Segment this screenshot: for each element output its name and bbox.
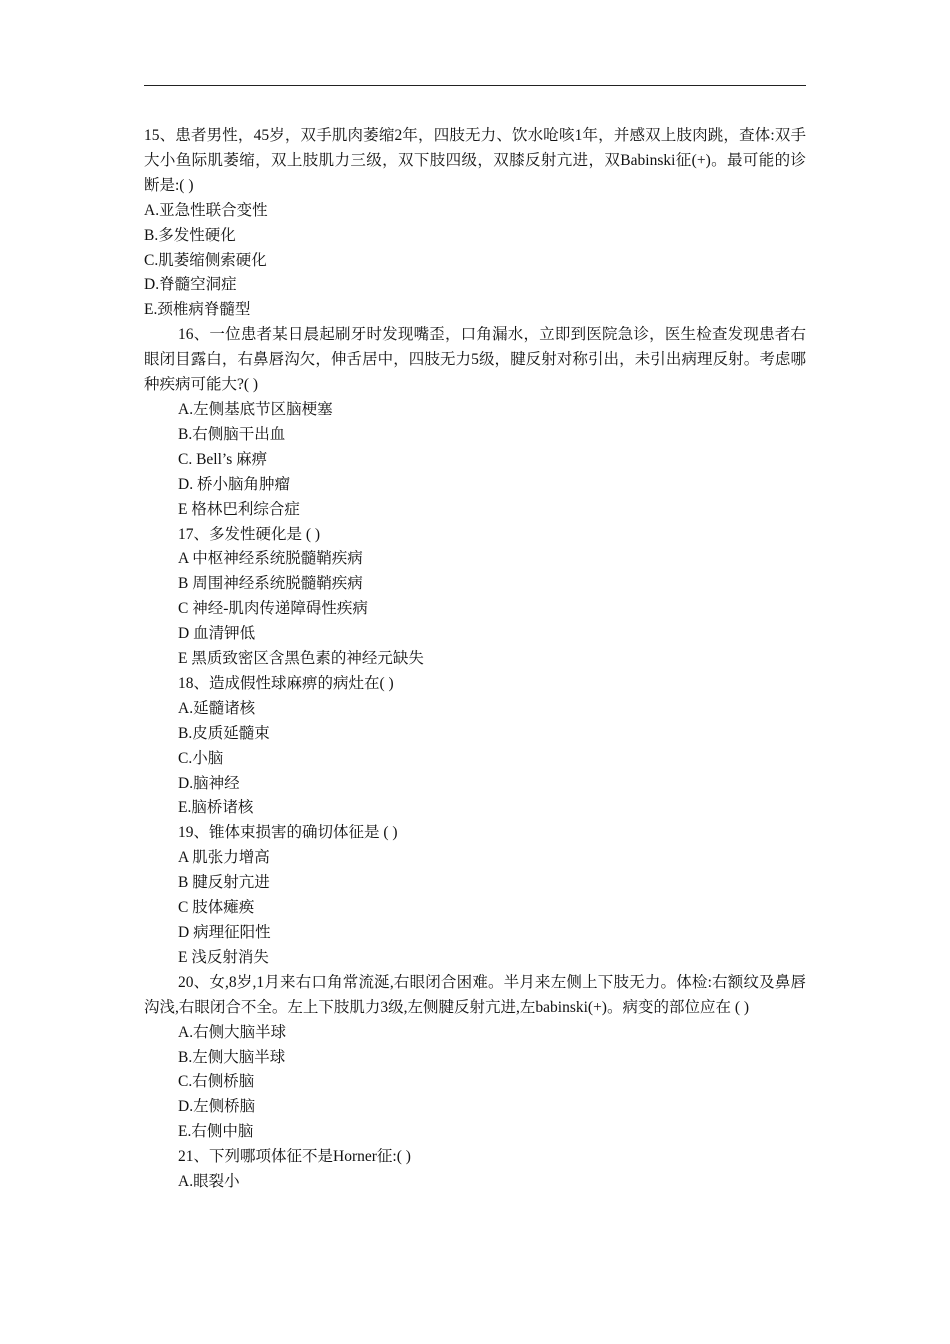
question-17-option-d: D 血清钾低 (178, 625, 256, 643)
question-16-option-c: C. Bell’s 麻痹 (178, 450, 268, 468)
question-19-option-d: D 病理征阳性 (178, 924, 271, 941)
question-15-option-e: E.颈椎病脊髓型 (144, 301, 251, 319)
question-19-option-b: B 腱反射亢进 (178, 874, 270, 892)
question-20-option-d: D.左侧桥脑 (178, 1098, 256, 1116)
question-16-option-b: B.右侧脑干出血 (178, 425, 286, 443)
document-body (144, 124, 806, 1195)
question-16-option-d: D. 桥小脑角肿瘤 (178, 475, 290, 493)
question-18-option-a: A.延髓诸核 (178, 699, 256, 717)
question-20-option-a: A.右侧大脑半球 (178, 1023, 287, 1041)
question-16-option-e: E 格林巴利综合症 (178, 500, 300, 518)
question-18-option-e: E.脑桥诸核 (178, 799, 254, 817)
question-20-option-b: B.左侧大脑半球 (178, 1048, 286, 1066)
question-15-option-d: D.脊髓空洞症 (144, 276, 237, 294)
question-16-option-a: A.左侧基底节区脑梗塞 (178, 400, 333, 418)
question-15-stem: 15、患者男性，45岁，双手肌肉萎缩2年，四肢无力、饮水呛咳1年，并感双上肢肉跳，查体:双手大小鱼际肌萎缩，双上肢肌力三级，双下肢四级，双膝反射亢进，双Babinski征(+)。最可能的诊断是:( ) (144, 127, 806, 194)
question-19-option-e: E 浅反射消失 (178, 948, 269, 966)
question-15-option-b: B.多发性硬化 (144, 226, 236, 244)
question-17-option-a: A 中枢神经系统脱髓鞘疾病 (178, 550, 363, 568)
question-20-option-e: E.右侧中脑 (178, 1123, 254, 1141)
question-21-option-a: A.眼裂小 (178, 1173, 240, 1191)
question-17-option-e: E 黑质致密区含黑色素的神经元缺失 (178, 650, 424, 668)
question-18-option-c: C.小脑 (178, 749, 224, 767)
question-20-option-c: C.右侧桥脑 (178, 1073, 255, 1091)
question-17-option-b: B 周围神经系统脱髓鞘疾病 (178, 575, 363, 593)
question-17-option-c: C 神经-肌肉传递障碍性疾病 (178, 600, 368, 618)
question-21-stem: 21、下列哪项体征不是Horner征:( ) (178, 1148, 411, 1166)
question-15-option-c: C.肌萎缩侧索硬化 (144, 251, 267, 269)
question-16-stem: 16、一位患者某日晨起刷牙时发现嘴歪，口角漏水，立即到医院急诊，医生检查发现患者右眼闭目露白，右鼻唇沟欠，伸舌居中，四肢无力5级，腱反射对称引出，未引出病理反射。考虑哪种疾病可能大?( ) (144, 326, 806, 394)
question-17-stem: 17、多发性硬化是 ( ) (178, 525, 321, 543)
question-15-option-a: A.亚急性联合变性 (144, 201, 268, 219)
question-19-stem: 19、锥体束损害的确切体征是 ( ) (178, 824, 398, 842)
question-18-option-b: B.皮质延髓束 (178, 724, 270, 742)
question-18-option-d: D.脑神经 (178, 774, 240, 792)
question-19-option-a: A 肌张力增高 (178, 849, 270, 867)
header-rule (144, 85, 806, 86)
question-20-stem: 20、女,8岁,1月来右口角常流涎,右眼闭合困难。半月来左侧上下肢无力。体检:右额纹及鼻唇沟浅,右眼闭合不全。左上下肢肌力3级,左侧腱反射亢进,左babinski(+)。病变的部位应在 ( ) (144, 973, 806, 1016)
question-18-stem: 18、造成假性球麻痹的病灶在( ) (178, 674, 394, 692)
question-19-option-c: C 肢体瘫痪 (178, 899, 255, 917)
